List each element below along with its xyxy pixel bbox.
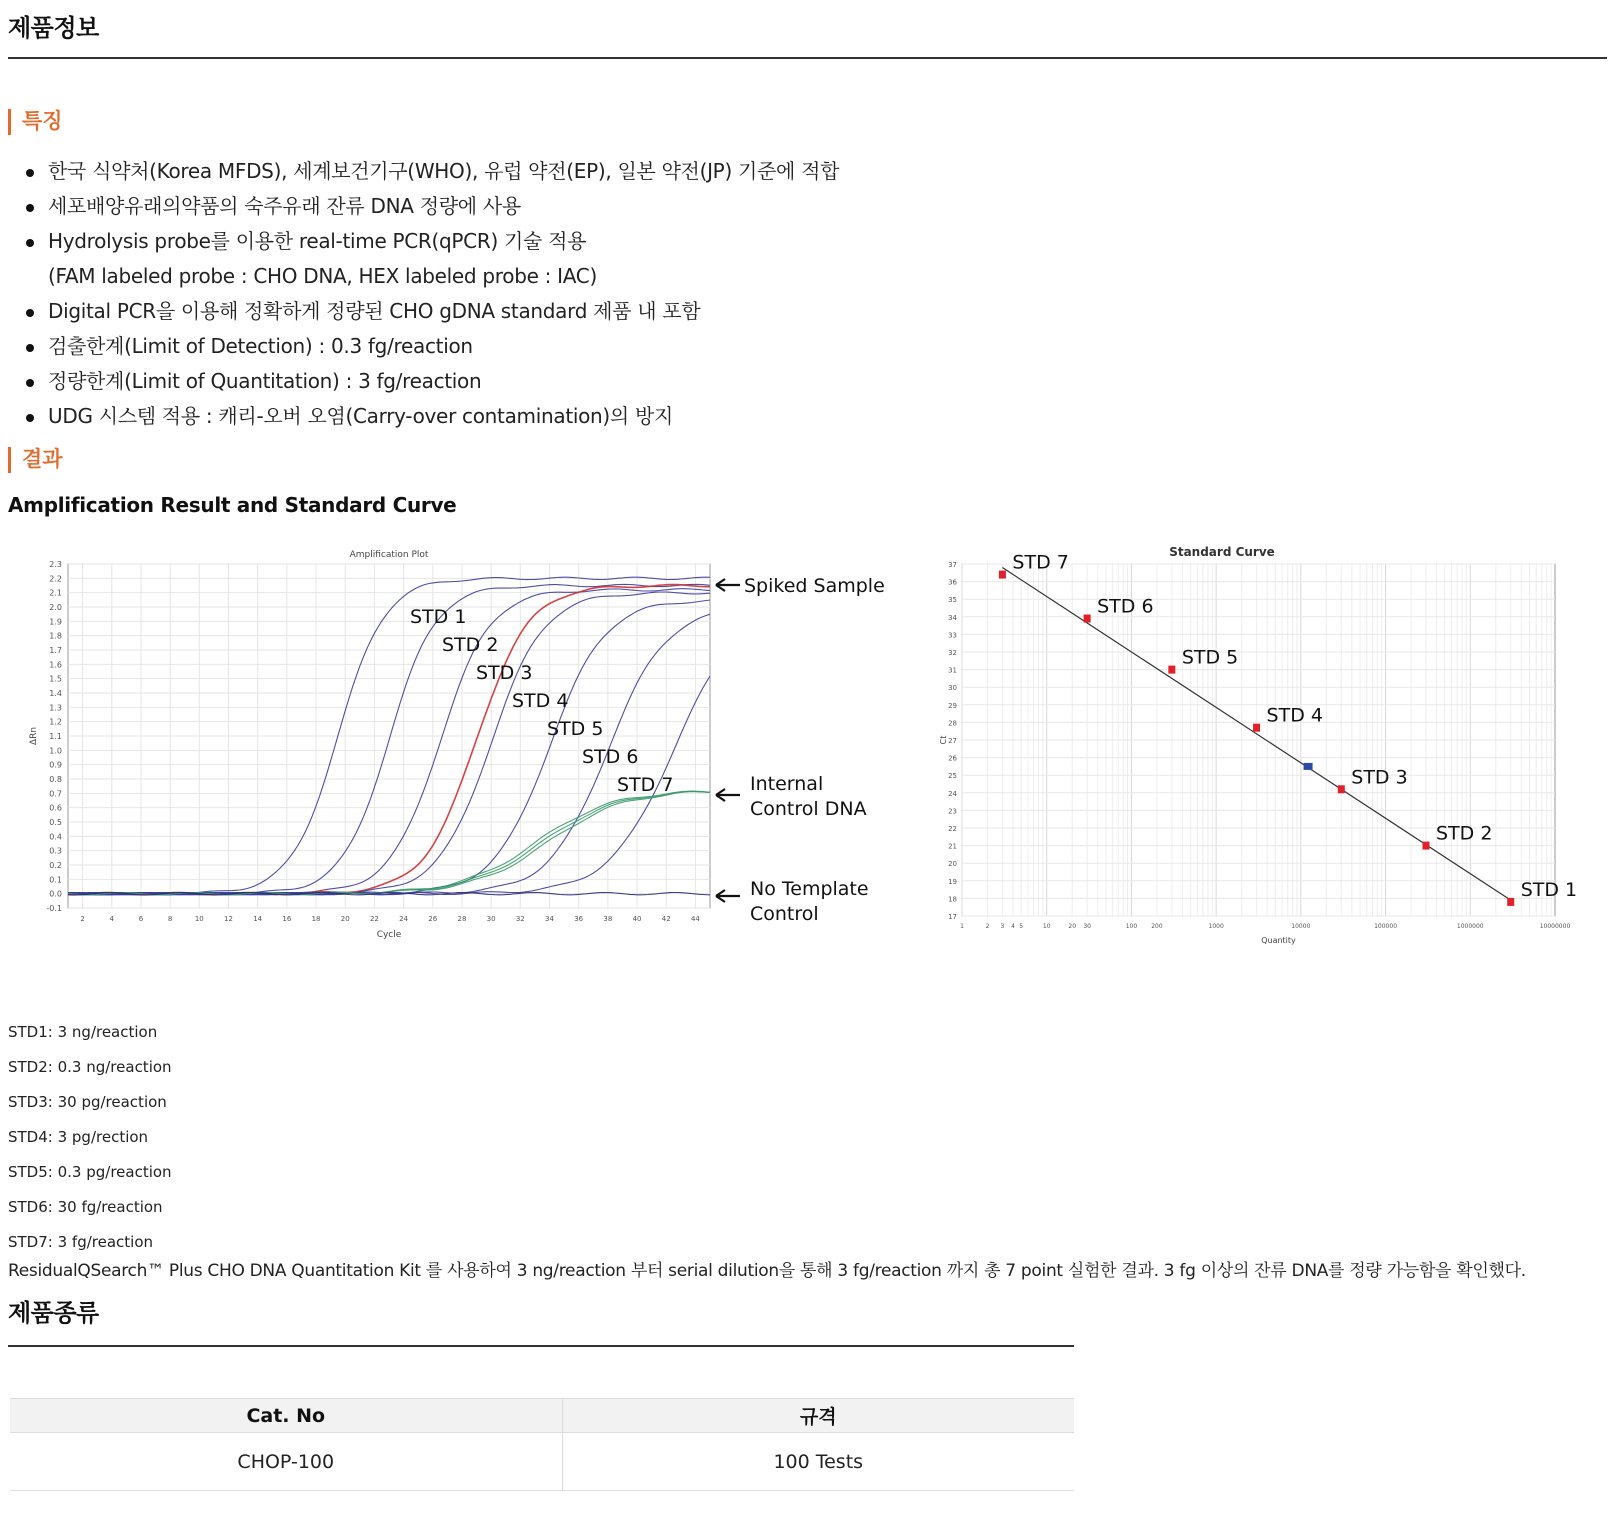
amp-x-tick-label: 26 bbox=[428, 915, 438, 923]
std-x-tick-label: 100000 bbox=[1374, 923, 1398, 930]
std-y-axis-label: Ct bbox=[939, 735, 948, 745]
std-y-tick-label: 20 bbox=[948, 860, 957, 869]
standard-curve-plot bbox=[939, 545, 1600, 970]
std-y-tick-label: 29 bbox=[948, 701, 957, 710]
amp-x-tick-label: 32 bbox=[515, 915, 525, 923]
amp-std-label: STD 7 bbox=[617, 774, 674, 796]
feature-item: 검출한계(Limit of Detection) : 0.3 fg/reaction bbox=[24, 329, 839, 364]
amp-x-tick-label: 24 bbox=[399, 915, 409, 923]
amp-y-tick-label: 0.2 bbox=[49, 861, 62, 870]
feature-item: 세포배양유래의약품의 숙주유래 잔류 DNA 정량에 사용 bbox=[24, 189, 839, 224]
amp-annotation-spiked: Spiked Sample bbox=[744, 575, 885, 597]
std-y-tick-label: 34 bbox=[948, 613, 957, 622]
amp-y-tick-label: 1.1 bbox=[49, 732, 62, 741]
std-y-tick-label: 32 bbox=[948, 649, 957, 657]
product-types-title: 제품종류 bbox=[8, 1299, 99, 1327]
std-x-tick-label: 1 bbox=[960, 923, 964, 930]
std-point bbox=[1084, 615, 1091, 623]
std-x-tick-label: 2 bbox=[985, 923, 990, 930]
features-heading: 특징 bbox=[8, 108, 63, 134]
amp-x-tick-label: 18 bbox=[311, 915, 321, 923]
amp-y-tick-label: 1.2 bbox=[49, 717, 62, 727]
amp-annotation-internal-1: Internal bbox=[750, 773, 824, 795]
amp-y-tick-label: 1.6 bbox=[49, 660, 62, 670]
product-info-title: 제품정보 bbox=[8, 14, 99, 42]
amp-x-tick-label: 28 bbox=[457, 915, 467, 923]
std-y-tick-label: 18 bbox=[948, 895, 957, 904]
amp-x-tick-label: 2 bbox=[80, 915, 85, 923]
amp-title: Amplification Plot bbox=[349, 550, 429, 560]
feature-item: 정량한계(Limit of Quantitation) : 3 fg/reaction bbox=[24, 364, 839, 399]
std-x-tick-label: 10000000 bbox=[1539, 923, 1571, 930]
amp-y-tick-label: 1.9 bbox=[49, 617, 62, 627]
amp-x-tick-label: 34 bbox=[545, 915, 554, 923]
std-point bbox=[999, 571, 1006, 579]
std-x-tick-label: 10000 bbox=[1291, 923, 1311, 930]
std-item: STD6: 30 fg/reaction bbox=[8, 1198, 163, 1216]
feature-item: UDG 시스템 적용 : 캐리-오버 오염(Carry-over contamination)의 방지 bbox=[24, 399, 839, 434]
amp-y-tick-label: 2.1 bbox=[49, 588, 62, 598]
amp-x-tick-label: 36 bbox=[574, 915, 584, 923]
amp-std-label: STD 3 bbox=[476, 662, 533, 684]
amp-y-tick-label: 1.3 bbox=[49, 703, 62, 713]
std-y-tick-label: 24 bbox=[948, 789, 957, 798]
amp-y-tick-label: 2.3 bbox=[49, 560, 62, 569]
std-title: Standard Curve bbox=[1169, 545, 1275, 559]
std-x-tick-label: 20 bbox=[1068, 923, 1077, 930]
amp-y-tick-label: 1.7 bbox=[49, 646, 62, 655]
std-x-tick-label: 200 bbox=[1151, 923, 1163, 930]
std-y-tick-label: 17 bbox=[948, 913, 957, 921]
std-unknown-point bbox=[1304, 763, 1313, 770]
std-point-label: STD 6 bbox=[1097, 595, 1154, 618]
amp-annotation-ntc-2: Control bbox=[750, 903, 819, 925]
std-item: STD2: 0.3 ng/reaction bbox=[8, 1058, 172, 1076]
amp-y-tick-label: 1.5 bbox=[49, 674, 62, 684]
std-x-tick-label: 3 bbox=[1000, 923, 1005, 930]
std-y-tick-label: 23 bbox=[948, 807, 957, 816]
results-caption: ResidualQSearch™ Plus CHO DNA Quantitation Kit 를 사용하여 3 ng/reaction 부터 serial dilution을 통해 3 fg/reaction 까지 총 7 point 실험한 결과. 3 fg 이상의 잔류 DNA를 정량 가능함을 확인했다. bbox=[8, 1261, 1526, 1281]
amp-x-tick-label: 42 bbox=[661, 915, 671, 923]
amp-std-label: STD 1 bbox=[410, 606, 467, 628]
product-info-divider bbox=[8, 57, 1607, 59]
amp-x-axis-label: Cycle bbox=[376, 930, 402, 940]
std-y-tick-label: 37 bbox=[948, 561, 957, 569]
std-y-tick-label: 28 bbox=[948, 719, 957, 728]
amp-x-tick-label: 22 bbox=[369, 915, 379, 923]
amp-x-tick-label: 40 bbox=[632, 915, 642, 923]
amp-y-tick-label: 0.8 bbox=[49, 775, 62, 784]
amp-y-tick-label: 2.0 bbox=[49, 603, 62, 612]
amp-annotation-ntc-1: No Template bbox=[750, 878, 869, 900]
feature-item: 한국 식약처(Korea MFDS), 세계보건기구(WHO), 유럽 약전(EP), 일본 약전(JP) 기준에 적합 bbox=[24, 154, 839, 189]
std-y-tick-label: 21 bbox=[948, 842, 957, 851]
std-y-tick-label: 36 bbox=[948, 578, 957, 587]
std-y-tick-label: 27 bbox=[948, 737, 957, 745]
amp-x-tick-label: 38 bbox=[603, 915, 613, 923]
amp-y-tick-label: 0.1 bbox=[49, 875, 62, 885]
std-point-label: STD 4 bbox=[1266, 704, 1323, 727]
amp-y-tick-label: 2.2 bbox=[49, 574, 62, 584]
header-cat-no: Cat. No bbox=[10, 1399, 562, 1433]
std-x-tick-label: 1000 bbox=[1208, 923, 1224, 930]
header-spec: 규격 bbox=[562, 1399, 1074, 1433]
std-item: STD5: 0.3 pg/reaction bbox=[8, 1163, 172, 1181]
amp-y-tick-label: 0.6 bbox=[49, 803, 62, 813]
std-item: STD1: 3 ng/reaction bbox=[8, 1023, 158, 1041]
std-point bbox=[1168, 666, 1175, 674]
std-y-tick-label: 35 bbox=[948, 596, 957, 605]
amp-annotation-internal-2: Control DNA bbox=[750, 798, 867, 820]
std-x-tick-label: 5 bbox=[1019, 923, 1024, 930]
amp-y-tick-label: 1.0 bbox=[49, 746, 62, 756]
std-y-tick-label: 31 bbox=[948, 666, 957, 675]
amp-x-tick-label: 10 bbox=[194, 915, 204, 923]
amp-y-tick-label: 0.3 bbox=[49, 846, 62, 856]
amp-std-label: STD 6 bbox=[582, 746, 639, 768]
std-y-tick-label: 25 bbox=[948, 772, 957, 781]
table-header-row bbox=[10, 1399, 1074, 1433]
std-point bbox=[1338, 785, 1345, 793]
figure-title: Amplification Result and Standard Curve bbox=[8, 493, 457, 517]
results-heading: 결과 bbox=[8, 446, 63, 472]
amp-y-tick-label: -0.1 bbox=[46, 904, 62, 913]
std-point-label: STD 3 bbox=[1351, 766, 1408, 789]
amp-x-tick-label: 44 bbox=[690, 915, 700, 923]
std-point-label: STD 7 bbox=[1012, 551, 1069, 574]
product-types-divider bbox=[8, 1345, 1074, 1347]
amp-x-tick-label: 6 bbox=[138, 915, 144, 923]
std-y-tick-label: 22 bbox=[948, 825, 957, 833]
std-point bbox=[1422, 842, 1429, 850]
amp-x-tick-label: 30 bbox=[486, 915, 496, 923]
std-point-label: STD 2 bbox=[1435, 822, 1493, 845]
amp-x-tick-label: 16 bbox=[282, 915, 292, 923]
amp-y-tick-label: 1.4 bbox=[49, 689, 62, 698]
std-x-tick-label: 100 bbox=[1125, 923, 1138, 930]
amp-y-tick-label: 1.8 bbox=[49, 631, 62, 641]
features-list bbox=[24, 154, 839, 434]
feature-item-continuation: (FAM labeled probe : CHO DNA, HEX labeled probe : IAC) bbox=[48, 264, 597, 288]
std-y-tick-label: 30 bbox=[948, 684, 957, 693]
std-item: STD3: 30 pg/reaction bbox=[8, 1093, 167, 1111]
amp-y-axis-label: ΔRn bbox=[29, 726, 39, 746]
std-x-tick-label: 10 bbox=[1042, 923, 1051, 930]
feature-item: Digital PCR을 이용해 정확하게 정량된 CHO gDNA standard 제품 내 포함 bbox=[24, 294, 839, 329]
product-table bbox=[10, 1398, 1074, 1491]
amp-x-tick-label: 20 bbox=[340, 915, 350, 923]
amp-x-tick-label: 8 bbox=[167, 915, 173, 923]
std-x-tick-label: 1000000 bbox=[1456, 923, 1484, 930]
cell-cat-no: CHOP-100 bbox=[10, 1433, 562, 1491]
std-x-axis-label: Quantity bbox=[1261, 936, 1296, 945]
amp-std-label: STD 4 bbox=[512, 690, 569, 712]
std-list bbox=[8, 1015, 172, 1260]
std-point-label: STD 1 bbox=[1520, 878, 1578, 901]
amp-y-tick-label: 0.9 bbox=[49, 760, 62, 770]
amp-std-label: STD 5 bbox=[547, 718, 604, 740]
std-y-tick-label: 33 bbox=[948, 631, 957, 640]
std-y-tick-label: 26 bbox=[948, 754, 957, 763]
std-x-tick-label: 4 bbox=[1011, 923, 1015, 930]
amp-x-tick-label: 12 bbox=[224, 915, 233, 923]
cell-spec: 100 Tests bbox=[562, 1433, 1074, 1491]
amp-y-tick-label: 0.7 bbox=[49, 789, 62, 799]
std-item: STD7: 3 fg/reaction bbox=[8, 1233, 154, 1251]
std-x-tick-label: 30 bbox=[1083, 923, 1091, 930]
results-figure bbox=[20, 545, 1600, 970]
amp-x-tick-label: 14 bbox=[253, 915, 263, 923]
amplification-plot bbox=[20, 550, 940, 970]
std-item: STD4: 3 pg/rection bbox=[8, 1128, 149, 1146]
std-y-tick-label: 19 bbox=[948, 877, 957, 886]
std-point bbox=[1507, 898, 1514, 906]
amp-y-tick-label: 0.5 bbox=[49, 818, 62, 827]
std-point bbox=[1253, 724, 1260, 732]
amp-x-tick-label: 4 bbox=[109, 915, 115, 923]
amp-y-tick-label: 0.4 bbox=[49, 832, 62, 842]
std-point-label: STD 5 bbox=[1181, 646, 1239, 669]
amp-y-tick-label: 0.0 bbox=[49, 889, 62, 899]
amp-std-label: STD 2 bbox=[442, 634, 499, 656]
table-row bbox=[10, 1433, 1074, 1491]
feature-item: Hydrolysis probe를 이용한 real-time PCR(qPCR) 기술 적용 bbox=[24, 224, 839, 259]
